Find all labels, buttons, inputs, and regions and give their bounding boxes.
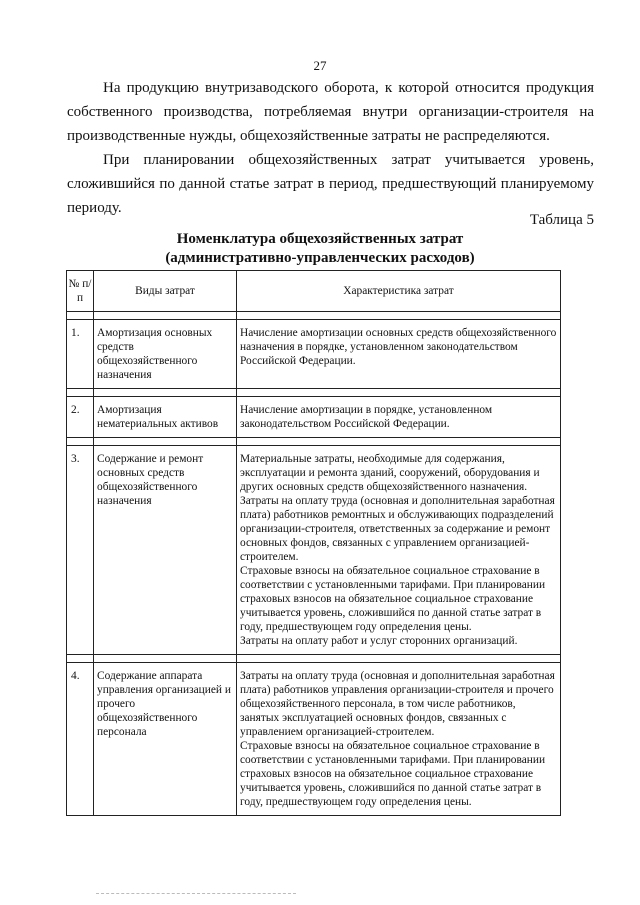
table-gap-row	[67, 655, 561, 663]
table-row	[67, 446, 561, 655]
table-header-row	[67, 271, 561, 312]
table-gap-row	[67, 438, 561, 446]
row-num: 2.	[67, 397, 94, 438]
row-kind: Содержание и ремонт основных средств общехозяйственного назначения	[94, 446, 237, 655]
paragraph-2: При планировании общехозяйственных затрат учитывается уровень, сложившийся по данной статье затрат в период, предшествующий планируемому периоду.	[67, 152, 594, 216]
header-kind: Виды затрат	[94, 271, 237, 312]
table-title-line-2: (административно-управленческих расходов)	[165, 250, 475, 266]
header-num: № п/п	[67, 271, 94, 312]
row-desc-line: Затраты на оплату труда (основная и дополнительная заработная плата) работников управления организации-строителя и прочего общехозяйственного персонала, в том числе работников, занятых эксплуатацией основных фондов, связанных с управлением организацией-строителем.	[240, 670, 555, 738]
table-label: Таблица 5	[529, 212, 594, 228]
table-title	[0, 230, 640, 268]
header-desc: Характеристика затрат	[237, 271, 561, 312]
row-num: 1.	[67, 320, 94, 389]
table-gap-row	[67, 389, 561, 397]
table-gap-row	[67, 312, 561, 320]
row-desc-line: Страховые взносы на обязательное социальное страхование в соответствии с установленными тарифами. При планировании страховых взносов на обязательное социальное страхование учитывается уровень, сложившийся по данной статье затрат в году, предшествующем году определения цены.	[240, 740, 546, 808]
table-row	[67, 320, 561, 389]
row-kind: Амортизация нематериальных активов	[94, 397, 237, 438]
footer-divider	[96, 893, 296, 894]
paragraph-1: На продукцию внутризаводского оборота, к которой относится продукция собственного производства, потребляемая внутри организации-строителя на производственные нужды, общехозяйственные затраты не распределяются.	[67, 80, 594, 144]
row-desc-line: Материальные затраты, необходимые для содержания, эксплуатации и ремонта зданий, сооружений, оборудования и других основных средств общехозяйственного назначения.	[240, 453, 540, 493]
row-num: 4.	[67, 663, 94, 816]
row-desc-line: Затраты на оплату работ и услуг сторонних организаций.	[240, 635, 518, 647]
row-desc	[237, 663, 561, 816]
row-desc-line: Начисление амортизации в порядке, установленном законодательством Российской Федерации.	[240, 404, 493, 430]
row-num: 3.	[67, 446, 94, 655]
row-desc-line: Начисление амортизации основных средств общехозяйственного назначения в порядке, установленном законодательством Российской Федерации.	[240, 327, 557, 367]
table-row	[67, 397, 561, 438]
row-desc-line: Затраты на оплату труда (основная и дополнительная заработная плата) работников ремонтных и обслуживающих подразделений организации-строителя, ответственных за содержание и ремонт основных фондов, связанных с управлением организацией-строителем.	[240, 495, 555, 563]
row-desc	[237, 397, 561, 438]
table-row	[67, 663, 561, 816]
row-kind: Амортизация основных средств общехозяйственного назначения	[94, 320, 237, 389]
row-desc	[237, 446, 561, 655]
row-kind: Содержание аппарата управления организацией и прочего общехозяйственного персонала	[94, 663, 237, 816]
table-title-line-1: Номенклатура общехозяйственных затрат	[176, 231, 464, 247]
cost-nomenclature-table	[66, 270, 561, 816]
row-desc	[237, 320, 561, 389]
row-desc-line: Страховые взносы на обязательное социальное страхование в соответствии с установленными тарифами. При планировании страховых взносов на обязательное социальное страхование учитывается уровень, сложившийся по данной статье затрат в году, предшествующем году определения цены.	[240, 565, 546, 633]
page-number: 27	[313, 58, 327, 73]
